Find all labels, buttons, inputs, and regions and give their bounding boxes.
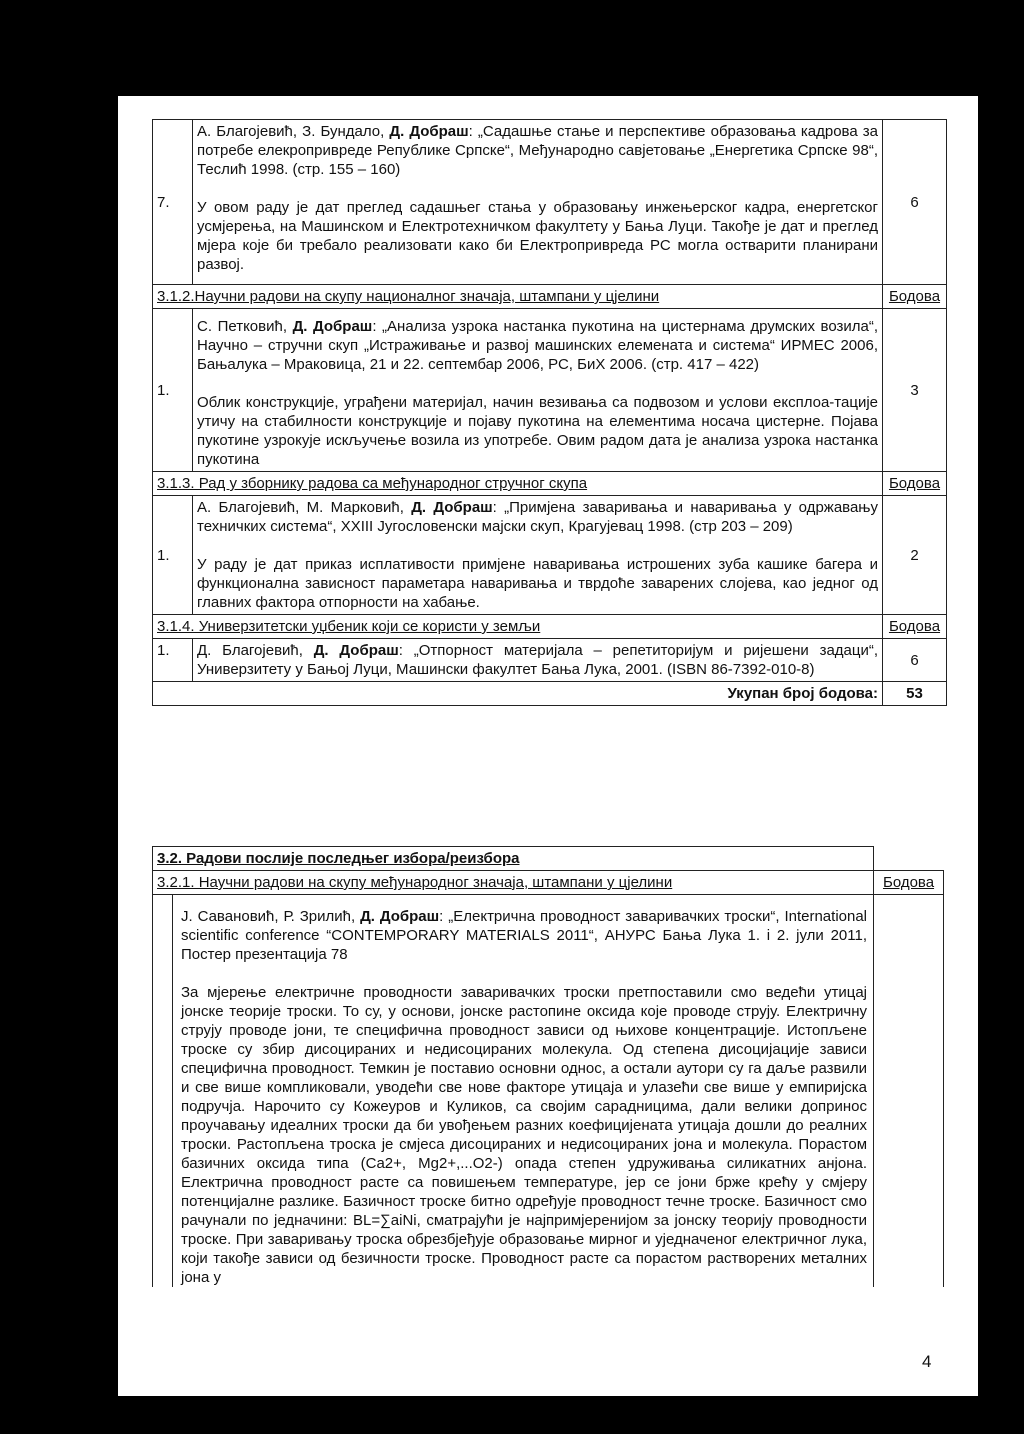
entry-row: [153, 639, 947, 682]
entry-reference: А. Благојевић, М. Марковић, Д. Добраш: „Примјена заваривања и наваривања у одржавању техничких система“, XXIII Југословенски мајски скуп, Крагујевац 1998. (стр 203 – 209): [197, 499, 878, 535]
subsection-title: 3.2.1. Научни радови на скупу међународног значаја, штампани у цјелини: [157, 874, 673, 891]
total-row: [153, 682, 947, 706]
points-column-label: Бодова: [888, 288, 941, 305]
section-3-1-table: [152, 119, 947, 706]
subsection-header-3-2-1: [153, 871, 944, 895]
entry-body: [193, 120, 883, 285]
total-label: Укупан број бодова:: [153, 682, 883, 706]
entry-row: [153, 120, 947, 285]
entry-points: 6: [883, 120, 947, 285]
entry-points: 3: [883, 309, 947, 472]
entry-abstract: За мјерење електричне проводности заваривачких троски претпоставили смо ведећи утицај јонске теорије троски. То су, у основи, јонске растопине оксида које проводе струју. Електричну струју проводе јони, те специфична проводност зависи од њихове концентрације. Истопљене троске су збир дисоцираних и недисоцираних молекула. Од степена дисоцијације зависи специфична проводност. Темкин је поставио основни однос, а остали аутори су га даље развили и све више компликовали, уводећи све нове факторе утицаја и улазећи све више у емпиријска подручја. Нарочито су Кожеуров и Куликов, са својим сарадницима, дали велики допринос проучавању идеалних троски да би увођењем разних коефицијената утицаја дошли до реалних троски. Растопљена троска је смјеса дисоцираних и недисоцираних јона и молекула. Порастом базичних оксида типа (Ca2+, Mg2+,...O2-) опада степен удруживања силикатних анјона. Електрична проводност расте са повишењем температуре, јер се јони брже крећу у смјеру потенцијалне разлике. Базичност троске битно одређује проводност течне троске. Базичност смо рачунали по једначини: BL=∑aiNi, сматрајући је најпримјеренијом за јонску теорију проводности троске. При заваривању троска обрезбјеђује образовање мирног и уједначеног електричног лука, који такође зависи од безичности троске. Проводност расте са порастом растворених металних јона у: [181, 984, 868, 1286]
section-title-row: [153, 847, 944, 871]
subsection-header-3-1-3: [153, 472, 947, 496]
total-value: 53: [883, 682, 947, 706]
section-3-2-table: [152, 846, 944, 1287]
entry-reference: С. Петковић, Д. Добраш: „Анализа узрока настанка пукотина на цистернама друмских возила“, Научно – стручни скуп „Истраживање и развој машинских елемената и система“ ИРМЕС 2006, Бањалука – Мраковица, 21 и 22. септембар 2006, РС, БиХ 2006. (стр. 417 – 422): [197, 318, 879, 373]
subsection-header-3-1-2: [153, 285, 947, 309]
entry-reference: Д. Благојевић, Д. Добраш: „Отпорност материјала – репетиторијум и ријешени задаци“, Универзитету у Бањој Луци, Машински факултет Бања Лука, 2001. (ISBN 86-7392-010-8): [197, 642, 879, 678]
entry-abstract: У раду је дат приказ исплативости примјене наваривања истрошених зуба кашике багера и функционална зависност параметара наваривања и тврдоће заварених слојева, као једног од главних фактора отпорности на хабање.: [197, 556, 878, 611]
points-column-label: Бодова: [888, 618, 941, 635]
entry-reference: Ј. Савановић, Р. Зрилић, Д. Добраш: „Електрична проводност заваривачких троски“, International scientific conference “CONTEMPORARY MATERIALS 2011“, АНУРС Бања Лука 1. i 2. јули 2011, Постер презентација 78: [181, 908, 868, 963]
page-number: 4: [922, 1352, 932, 1371]
entry-number: 1.: [153, 496, 193, 615]
subsection-title: 3.1.3. Рад у зборнику радова са међународног стручног скупа: [157, 475, 588, 492]
subsection-header-3-1-4: [153, 615, 947, 639]
entry-body: [193, 639, 883, 682]
entry-row: [153, 309, 947, 472]
entry-points: 2: [883, 496, 947, 615]
points-column-label: Бодова: [882, 874, 935, 891]
entry-reference: А. Благојевић, З. Бундало, Д. Добраш: „Садашње стање и перспективе образовања кадрова за потребе елекропривреде Републике Српске“, Међународно савјетовање „Енергетика Српске 98“, Теслић 1998. (стр. 155 – 160): [197, 123, 879, 178]
entry-number: 1.: [153, 309, 193, 472]
subsection-title: 3.1.4. Универзитетски уџбеник који се користи у земљи: [157, 618, 541, 635]
points-column-label: Бодова: [888, 475, 941, 492]
entry-points: 6: [883, 639, 947, 682]
entry-row: [153, 496, 947, 615]
subsection-title: 3.1.2.Научни радови на скупу националног значаја, штампани у цјелини: [157, 288, 660, 305]
entry-body: [193, 496, 883, 615]
entry-body: [193, 309, 883, 472]
section-title: 3.2. Радови послије последњег избора/реизбора: [157, 850, 520, 867]
entry-body: [173, 895, 874, 1288]
entry-number: 1.: [153, 639, 193, 682]
entry-abstract: У овом раду је дат преглед садашњег стања у образовању инжењерског кадра, енергетског усмјерења, на Машинском и Електротехничком факултету у Бања Луци. Такође је дат и преглед мјера које би требало реализовати како би Електропривреда РС могла остварити планирани развој.: [197, 199, 878, 273]
entry-row: [153, 895, 944, 1288]
entry-number: 7.: [153, 120, 193, 285]
entry-abstract: Облик конструкције, уграђени материјал, начин везивања са подвозом и услови експлоа-тације утичу на стабилности конструкције и појаву пукотина на елементима носача цистерне. Појава пукотине узрокује искључење возила из употребе. Овим радом дата је анализа узрока настанка пукотина: [197, 394, 878, 468]
